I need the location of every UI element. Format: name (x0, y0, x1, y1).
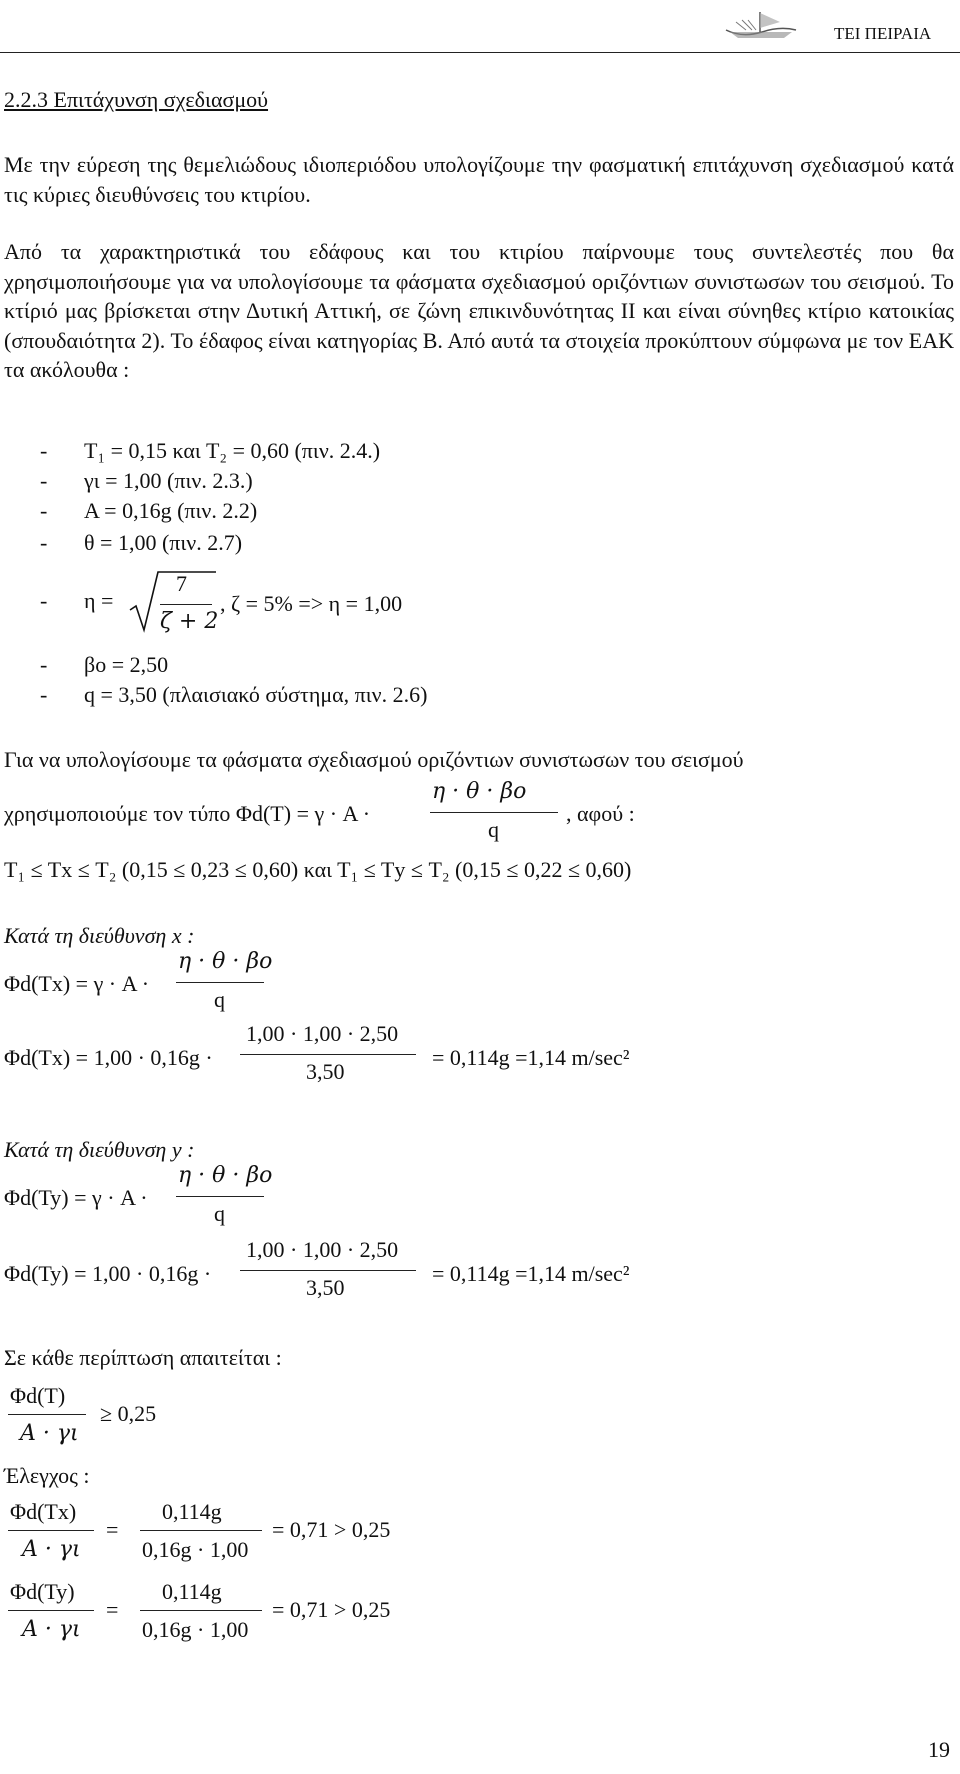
eta-denominator: ζ + 2 (160, 609, 219, 634)
list-dash: - (40, 498, 48, 523)
dir-x-values-denominator: 3,50 (306, 1059, 345, 1084)
list-dash: - (40, 468, 48, 493)
check-x-fraction-bar (8, 1530, 94, 1531)
dir-x-values-lhs: Φd(Tx) = 1,00 · 0,16g · (4, 1045, 213, 1070)
dir-y-fraction-bar (176, 1196, 264, 1197)
check-x-result: = 0,71 > 0,25 (272, 1517, 391, 1542)
list-dash: - (40, 530, 48, 555)
list-dash: - (40, 438, 48, 463)
eta-fraction-bar (160, 604, 212, 605)
dir-x-formula-lhs: Φd(Tx) = γ · A · (4, 971, 150, 996)
eta-rhs: , ζ = 5% => η = 1,00 (220, 591, 403, 616)
institution-name: ΤΕΙ ΠΕΙΡΑΙΑ (834, 24, 932, 43)
check-x-numerator-values: 0,114g (162, 1499, 222, 1524)
dir-x-result: = 0,114g =1,14 m/sec² (432, 1045, 630, 1070)
dir-x-formula-numerator: η · θ · βο (178, 949, 273, 974)
dir-x-fraction-bar (176, 982, 264, 983)
check-y-denominator-values: 0,16g · 1,00 (142, 1617, 249, 1642)
dir-y-values-lhs: Φd(Ty) = 1,00 · 0,16g · (4, 1261, 212, 1286)
eta-numerator: 7 (176, 571, 187, 596)
dir-y-formula-lhs: Φd(Ty) = γ · A · (4, 1185, 148, 1210)
spectra-fraction-bar (430, 812, 558, 813)
list-dash: - (40, 652, 48, 677)
check-x-values-bar (140, 1530, 262, 1531)
list-dash: - (40, 588, 48, 613)
requirement-denominator: A · γι (20, 1421, 79, 1446)
list-item-theta: θ = 1,00 (πιν. 2.7) (84, 530, 243, 555)
dir-y-values-denominator: 3,50 (306, 1275, 345, 1300)
check-x-denominator-values: 0,16g · 1,00 (142, 1537, 249, 1562)
dir-x-values-bar (240, 1054, 416, 1055)
section-title: 2.2.3 Επιτάχυνση σχεδιασμού (4, 87, 269, 112)
dir-x-formula-denominator: q (214, 987, 225, 1012)
period-conditions: Τ₁ ≤ Τx ≤ Τ₂ (0,15 ≤ 0,23 ≤ 0,60) και Τ₁ ≤ Τy ≤ Τ₂ (0,15 ≤ 0,22 ≤ 0,60) (4, 857, 632, 882)
check-y-denominator: A · γι (22, 1617, 81, 1642)
spectra-formula-prefix: χρησιμοποιούμε τον τύπο Φd(T) = γ · A · (4, 801, 371, 826)
dir-y-formula-denominator: q (214, 1201, 225, 1226)
list-item-beta: βο = 2,50 (84, 652, 169, 677)
page-number: 19 (928, 1737, 950, 1762)
check-y-fraction-bar (8, 1610, 94, 1611)
requirement-intro: Σε κάθε περίπτωση απαιτείται : (4, 1345, 282, 1370)
list-item-periods: Τ₁ = 0,15 και Τ₂ = 0,60 (πιν. 2.4.) (84, 438, 381, 463)
dir-y-values-numerator: 1,00 · 1,00 · 2,50 (246, 1237, 399, 1262)
dir-y-values-bar (240, 1270, 416, 1271)
check-y-equals: = (106, 1597, 119, 1622)
check-y-values-bar (140, 1610, 262, 1611)
spectra-intro: Για να υπολογίσουμε τα φάσματα σχεδιασμού οριζόντιων συνιστωσων του σεισμού (4, 747, 744, 772)
requirement-numerator: Φd(T) (10, 1383, 66, 1408)
check-y-result: = 0,71 > 0,25 (272, 1597, 391, 1622)
intro-paragraph: Με την εύρεση της θεμελιώδους ιδιοπεριόδου υπολογίζουμε την φασματική επιτάχυνση σχεδιασμού κατά τις κύριες διευθύνσεις του κτιρίου. (4, 152, 954, 207)
spectra-formula-suffix: , αφού : (566, 801, 635, 826)
check-x-equals: = (106, 1517, 119, 1542)
requirement-fraction-bar (8, 1414, 86, 1415)
soil-paragraph: Από τα χαρακτηριστικά του εδάφους και του κτιρίου παίρνουμε τους συντελεστές που θα χρησιμοποιήσουμε για να υπολογίσουμε τα φάσματα σχεδιασμού οριζόντιων συνιστωσων του σεισμού. Το κτίριό μας βρίσκεται στην Δυτική Αττική, σε ζώνη επικινδυνότητας ΙΙ και είναι σύνηθες κτίριο κατοικίας (σπουδαιότητα 2). Το έδαφος είναι κατηγορίας Β. Από αυτά τα στοιχεία προκύπτουν σύμφωνα με τον ΕΑΚ τα ακόλουθα : (4, 239, 954, 382)
list-dash: - (40, 682, 48, 707)
list-item-q: q = 3,50 (πλαισιακό σύστημα, πιν. 2.6) (84, 682, 428, 707)
check-x-denominator: A · γι (22, 1537, 81, 1562)
requirement-rhs: ≥ 0,25 (100, 1401, 157, 1426)
spectra-formula-numerator: η · θ · βο (432, 779, 527, 804)
header-rule (0, 52, 960, 53)
dir-y-result: = 0,114g =1,14 m/sec² (432, 1261, 630, 1286)
dir-y-formula-numerator: η · θ · βο (178, 1163, 273, 1188)
check-y-numerator-values: 0,114g (162, 1579, 222, 1604)
check-x-numerator: Φd(Tx) (10, 1499, 77, 1524)
check-heading: Έλεγχος : (4, 1463, 90, 1488)
dir-x-values-numerator: 1,00 · 1,00 · 2,50 (246, 1021, 399, 1046)
direction-x-heading: Κατά τη διεύθυνση x : (4, 923, 195, 948)
direction-y-heading: Κατά τη διεύθυνση y : (4, 1137, 195, 1162)
list-item-importance: γι = 1,00 (πιν. 2.3.) (84, 468, 253, 493)
spectra-formula-denominator: q (488, 817, 499, 842)
eta-lhs: η = (84, 588, 114, 613)
list-item-ground-accel: A = 0,16g (πιν. 2.2) (84, 498, 258, 523)
institution-logo (722, 8, 800, 47)
check-y-numerator: Φd(Ty) (10, 1579, 75, 1604)
